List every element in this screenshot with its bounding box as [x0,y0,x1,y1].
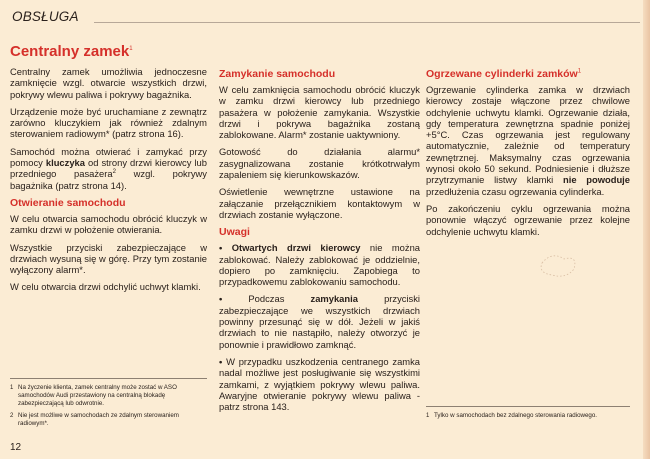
heading-notes: Uwagi [219,226,250,239]
heading-opening: Otwieranie samochodu [10,196,126,209]
heated-paragraph-1: Ogrzewanie cylinderka zamka w drzwiach kierowcy zostaje włączone przez chwilowe odchylenie uchwytu klamki. Ogrzewanie działa, gdy temperatura zewnętrzna spadnie poniżej +5°C. Czas ogrzewania jest regulowany automatycznie, zależnie od temperatury zewnętrznej. Maksymalny czas ogrzewania wynosi około 50 sekund. Podniesienie i dłuższe przytrzymanie listwy klamki nie powoduje przedłużenia czasu ogrzewania cylinderka. [426,84,630,197]
footnote-2: 2 Nie jest możliwe w samochodach ze zdalnym sterowaniem radiowym*. [10,412,179,427]
note-bullet-3: • W przypadku uszkodzenia centranego zamka nadal możliwe jest posługiwanie się wszystkimi zamkami, z wyjątkiem pokrywy wlewu paliwa. Awaryjne otwieranie pokrywy wlewu paliwa - patrz strona 143. [219,356,420,412]
locking-paragraph-3: Oświetlenie wewnętrzne ustawione na załączanie przełącznikiem kontaktowym w drzwiach zostanie wyłączone. [219,186,420,220]
footnotes-left [10,378,207,432]
note-bullet-2: • Podczas zamykania przyciski zabezpieczające we wszystkich drzwiach powinny przesunąć się w dół. Jeżeli w jakiś drzwiach to nie nastąpiło, należy otworzyć je ponownie i prawidłowo zamknąć. [219,293,420,349]
footnote-right: 1 Tylko w samochodach bez zdalnego sterowania radiowego. [426,406,630,420]
intro-paragraph: Centralny zamek umożliwia jednoczesne zamknięcie wzgl. otwarcie wszystkich drzwi, pokrywy wlewu paliwa i pokrywy bagażnika. [10,66,207,100]
paper-stain [530,245,590,285]
heading-locking: Zamykanie samochodu [219,68,336,80]
page-header [12,8,640,28]
heated-paragraph-2: Po zakończeniu cyklu ogrzewania można ponownie włączyć ogrzewanie przez kolejne odchylenie uchwytu klamki. [426,202,630,237]
column-3 [426,68,630,243]
page-title: Centralny zamek$^1$ [10,43,133,60]
opening-paragraph-1: W celu otwarcia samochodu obrócić kluczyk w zamku drzwi w położenie otwierania. [10,212,207,236]
page-number: 12 [10,442,22,453]
remote-paragraph: Urządzenie może być uruchamiane z zewnątrz zarówno kluczykiem jak również zdalnym sterowaniem radiowym* (patrz strona 16). [10,105,207,140]
column-2 [219,68,420,418]
note-bullet-1: • Otwartych drzwi kierowcy nie można zablokować. Należy zablokować je oddzielnie, dopiero po zamknięciu. Zapobiega to przypadkowemu zablokowaniu samochodu. [219,242,420,287]
locking-paragraph-1: W celu zamknięcia samochodu obrócić kluczyk w zamku drzwi kierowcy lub przedniego pasażera w położenie zamykania. Wszystkie drzwi i pokrywa bagażnika zostaną zablokowane. Alarm* zostanie uaktywniony. [219,84,420,141]
section-title: OBSŁUGA [12,9,79,24]
opening-paragraph-2: Wszystkie przyciski zabezpieczające w drzwiach wysuną się w górę. Przy tym zostanie wyłączony alarm*. [10,241,207,276]
page-edge [643,0,650,459]
header-rule [94,22,640,23]
column-1 [10,66,207,299]
opening-paragraph-3: W celu otwarcia drzwi odchylić uchwyt klamki. [10,281,201,293]
title-footnote-mark: 1 [129,46,133,52]
footnote-1: 1 Na życzenie klienta, zamek centralny może zostać w ASO samochodów Audi przestawiony na centralną blokadę zabezpieczającą lub odwrotnie. [10,384,177,407]
locking-paragraph-2: Gotowość do działania alarmu* zasygnalizowana zostanie krótkotrwałym zapaleniem się kierunkowskazów. [219,146,420,181]
heading-heated-locks: Ogrzewane cylinderki zamków$^1$ [426,68,582,80]
key-paragraph: Samochód można otwierać i zamykać przy pomocy kluczyka od strony drzwi kierowcy lub przedniego pasażera$^2$ wzgl. pokrywy bagażnika (patrz strona 14). [10,145,207,191]
